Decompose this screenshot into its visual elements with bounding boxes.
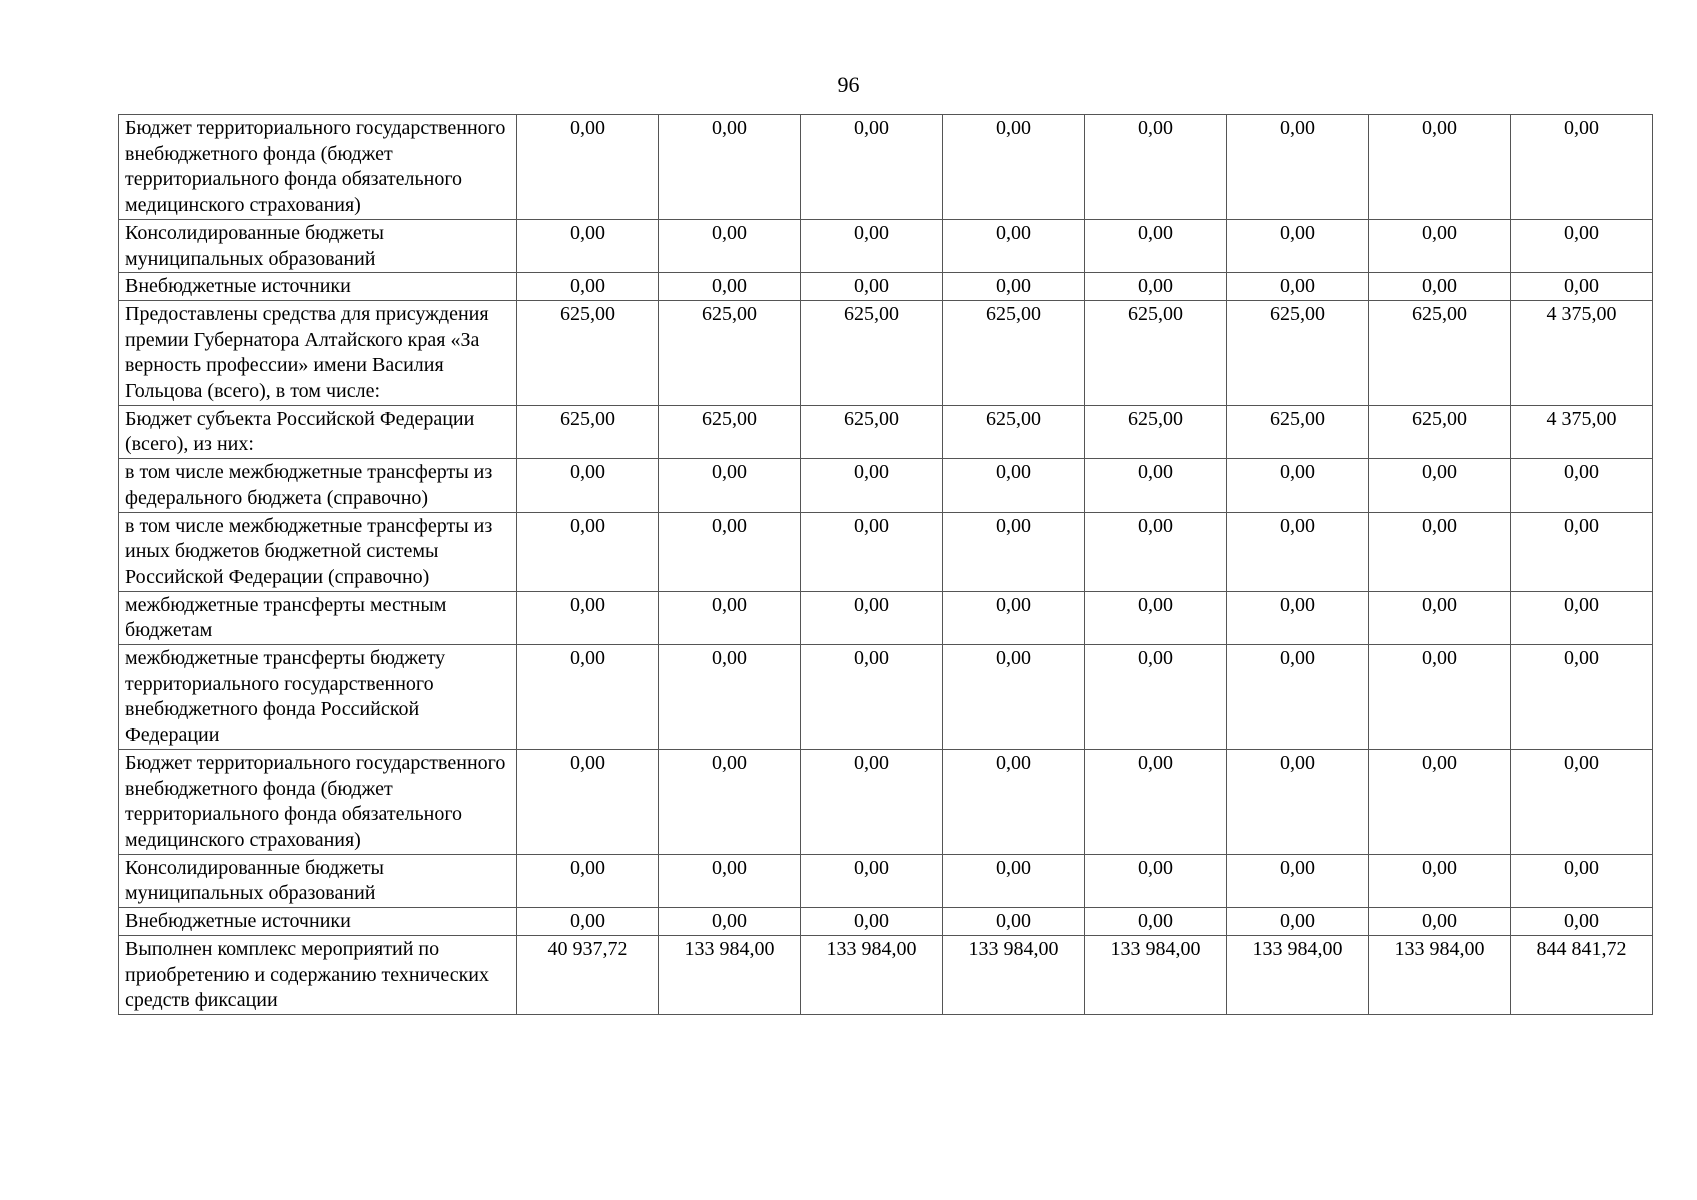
- value-cell: 625,00: [517, 405, 659, 458]
- row-label: Бюджет территориального государственного внебюджетного фонда (бюджет территориального фонда обязательного медицинского страхования): [119, 115, 517, 220]
- value-cell: 0,00: [659, 908, 801, 936]
- row-label: межбюджетные трансферты бюджету территориального государственного внебюджетного фонда Российской Федерации: [119, 645, 517, 750]
- value-cell: 625,00: [1227, 405, 1369, 458]
- value-cell: 133 984,00: [943, 935, 1085, 1014]
- row-label: в том числе межбюджетные трансферты из федерального бюджета (справочно): [119, 459, 517, 512]
- value-cell: 0,00: [517, 459, 659, 512]
- value-cell: 4 375,00: [1511, 405, 1653, 458]
- table-row: [119, 273, 1653, 301]
- value-cell: 133 984,00: [801, 935, 943, 1014]
- value-cell: 0,00: [1227, 854, 1369, 907]
- value-cell: 625,00: [659, 405, 801, 458]
- value-cell: 0,00: [1511, 273, 1653, 301]
- value-cell: 0,00: [943, 273, 1085, 301]
- value-cell: 0,00: [1085, 273, 1227, 301]
- value-cell: 0,00: [517, 512, 659, 591]
- value-cell: 844 841,72: [1511, 935, 1653, 1014]
- value-cell: 0,00: [517, 273, 659, 301]
- value-cell: 0,00: [801, 273, 943, 301]
- row-label: Бюджет субъекта Российской Федерации (всего), из них:: [119, 405, 517, 458]
- value-cell: 0,00: [517, 591, 659, 644]
- value-cell: 625,00: [801, 300, 943, 405]
- value-cell: 0,00: [943, 645, 1085, 750]
- value-cell: 0,00: [801, 512, 943, 591]
- value-cell: 625,00: [1227, 300, 1369, 405]
- row-label: Консолидированные бюджеты муниципальных образований: [119, 219, 517, 272]
- value-cell: 625,00: [1085, 405, 1227, 458]
- table-row: [119, 512, 1653, 591]
- value-cell: 0,00: [1085, 459, 1227, 512]
- value-cell: 0,00: [1227, 115, 1369, 220]
- table-row: [119, 908, 1653, 936]
- value-cell: 0,00: [1227, 219, 1369, 272]
- table-row: [119, 405, 1653, 458]
- value-cell: 0,00: [801, 219, 943, 272]
- value-cell: 0,00: [517, 645, 659, 750]
- value-cell: 0,00: [1227, 908, 1369, 936]
- value-cell: 0,00: [1227, 459, 1369, 512]
- value-cell: 0,00: [1085, 854, 1227, 907]
- value-cell: 0,00: [517, 854, 659, 907]
- table-row: [119, 645, 1653, 750]
- table-row: [119, 935, 1653, 1014]
- value-cell: 133 984,00: [1369, 935, 1511, 1014]
- value-cell: 625,00: [801, 405, 943, 458]
- value-cell: 0,00: [943, 908, 1085, 936]
- table-row: [119, 854, 1653, 907]
- value-cell: 0,00: [1085, 645, 1227, 750]
- row-label: Предоставлены средства для присуждения премии Губернатора Алтайского края «За верность профессии» имени Василия Гольцова (всего), в том числе:: [119, 300, 517, 405]
- value-cell: 0,00: [1227, 749, 1369, 854]
- value-cell: 0,00: [801, 459, 943, 512]
- value-cell: 0,00: [801, 591, 943, 644]
- value-cell: 625,00: [1085, 300, 1227, 405]
- row-label: в том числе межбюджетные трансферты из иных бюджетов бюджетной системы Российской Федерации (справочно): [119, 512, 517, 591]
- row-label: Бюджет территориального государственного внебюджетного фонда (бюджет территориального фонда обязательного медицинского страхования): [119, 749, 517, 854]
- value-cell: 0,00: [943, 459, 1085, 512]
- value-cell: 0,00: [1511, 854, 1653, 907]
- value-cell: 133 984,00: [1085, 935, 1227, 1014]
- table-row: [119, 459, 1653, 512]
- row-label: Внебюджетные источники: [119, 273, 517, 301]
- row-label: Выполнен комплекс мероприятий по приобретению и содержанию технических средств фиксации: [119, 935, 517, 1014]
- value-cell: 133 984,00: [659, 935, 801, 1014]
- value-cell: 0,00: [1085, 115, 1227, 220]
- value-cell: 0,00: [1369, 219, 1511, 272]
- value-cell: 625,00: [517, 300, 659, 405]
- value-cell: 0,00: [1511, 219, 1653, 272]
- value-cell: 0,00: [1085, 908, 1227, 936]
- budget-table: [118, 114, 1653, 1015]
- table-row: [119, 591, 1653, 644]
- value-cell: 0,00: [659, 273, 801, 301]
- value-cell: 0,00: [1511, 908, 1653, 936]
- value-cell: 133 984,00: [1227, 935, 1369, 1014]
- value-cell: 0,00: [943, 749, 1085, 854]
- value-cell: 0,00: [1369, 459, 1511, 512]
- value-cell: 0,00: [1369, 908, 1511, 936]
- value-cell: 0,00: [801, 115, 943, 220]
- value-cell: 0,00: [517, 908, 659, 936]
- value-cell: 0,00: [659, 512, 801, 591]
- table-row: [119, 749, 1653, 854]
- value-cell: 0,00: [517, 219, 659, 272]
- value-cell: 0,00: [801, 854, 943, 907]
- value-cell: 0,00: [1085, 591, 1227, 644]
- value-cell: 40 937,72: [517, 935, 659, 1014]
- value-cell: 0,00: [1227, 645, 1369, 750]
- value-cell: 0,00: [1085, 512, 1227, 591]
- value-cell: 0,00: [1369, 512, 1511, 591]
- row-label: межбюджетные трансферты местным бюджетам: [119, 591, 517, 644]
- value-cell: 0,00: [1369, 591, 1511, 644]
- value-cell: 0,00: [659, 591, 801, 644]
- value-cell: 0,00: [943, 115, 1085, 220]
- value-cell: 4 375,00: [1511, 300, 1653, 405]
- value-cell: 0,00: [801, 908, 943, 936]
- value-cell: 0,00: [1511, 591, 1653, 644]
- value-cell: 0,00: [1227, 591, 1369, 644]
- row-label: Консолидированные бюджеты муниципальных образований: [119, 854, 517, 907]
- value-cell: 0,00: [1511, 749, 1653, 854]
- value-cell: 0,00: [659, 219, 801, 272]
- value-cell: 0,00: [1511, 645, 1653, 750]
- value-cell: 0,00: [1511, 115, 1653, 220]
- value-cell: 0,00: [659, 854, 801, 907]
- value-cell: 0,00: [659, 115, 801, 220]
- value-cell: 625,00: [943, 405, 1085, 458]
- value-cell: 0,00: [1369, 749, 1511, 854]
- table-row: [119, 300, 1653, 405]
- value-cell: 625,00: [659, 300, 801, 405]
- value-cell: 0,00: [1369, 645, 1511, 750]
- value-cell: 0,00: [517, 749, 659, 854]
- value-cell: 0,00: [517, 115, 659, 220]
- table-row: [119, 115, 1653, 220]
- value-cell: 0,00: [1511, 459, 1653, 512]
- value-cell: 0,00: [1085, 749, 1227, 854]
- value-cell: 0,00: [801, 645, 943, 750]
- value-cell: 0,00: [801, 749, 943, 854]
- value-cell: 0,00: [943, 591, 1085, 644]
- value-cell: 0,00: [1085, 219, 1227, 272]
- value-cell: 625,00: [1369, 300, 1511, 405]
- value-cell: 0,00: [659, 459, 801, 512]
- value-cell: 625,00: [1369, 405, 1511, 458]
- value-cell: 0,00: [1511, 512, 1653, 591]
- value-cell: 0,00: [1369, 273, 1511, 301]
- table-body: [119, 115, 1653, 1015]
- value-cell: 0,00: [1369, 854, 1511, 907]
- value-cell: 0,00: [1369, 115, 1511, 220]
- row-label: Внебюджетные источники: [119, 908, 517, 936]
- page-number: 96: [837, 72, 860, 97]
- value-cell: 625,00: [943, 300, 1085, 405]
- value-cell: 0,00: [943, 512, 1085, 591]
- table-row: [119, 219, 1653, 272]
- value-cell: 0,00: [1227, 273, 1369, 301]
- value-cell: 0,00: [659, 645, 801, 750]
- value-cell: 0,00: [943, 854, 1085, 907]
- value-cell: 0,00: [1227, 512, 1369, 591]
- value-cell: 0,00: [659, 749, 801, 854]
- value-cell: 0,00: [943, 219, 1085, 272]
